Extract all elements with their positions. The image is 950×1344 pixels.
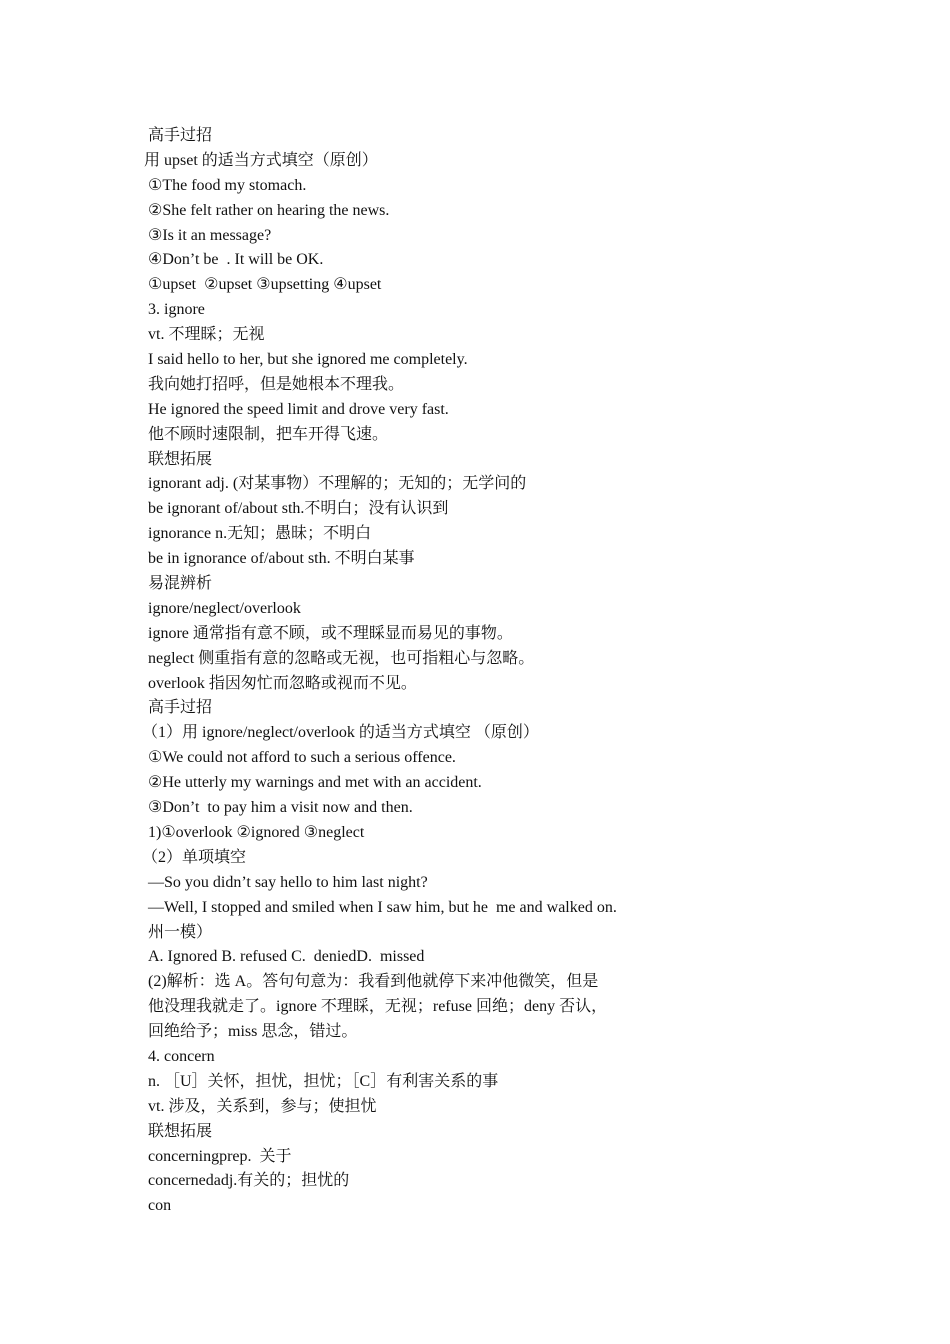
example-translation: 他不顾时速限制，把车开得飞速。 xyxy=(148,425,389,443)
truncated-line: con xyxy=(148,1197,172,1215)
example-sentence: I said hello to her, but she ignored me completely. xyxy=(148,351,468,369)
definition-line: n. ［U］关怀，担忧，担忧；［C］有利害关系的事 xyxy=(148,1072,499,1090)
example-sentence: He ignored the speed limit and drove very fast. xyxy=(148,400,449,418)
exercise-item: ②She felt rather on hearing the news. xyxy=(148,201,390,219)
vocabulary-line: concerningprep. 关于 xyxy=(148,1147,292,1165)
comparison-title: ignore/neglect/overlook xyxy=(148,599,301,617)
explanation-line: (2)解析：选 A。答句句意为：我看到他就停下来冲他微笑，但是 xyxy=(148,973,599,991)
definition-line: vt. 不理睬；无视 xyxy=(148,326,265,344)
comparison-line: neglect 侧重指有意的忽略或无视，也可指粗心与忽略。 xyxy=(148,649,535,667)
document-body xyxy=(142,124,848,1219)
comparison-line: ignore 通常指有意不顾，或不理睬显而易见的事物。 xyxy=(148,624,513,642)
exercise-item: ②He utterly my warnings and met with an accident. xyxy=(148,774,482,792)
heading-gaoshou-guozhao-1: 高手过招 xyxy=(148,127,213,144)
vocabulary-line: be in ignorance of/about sth. 不明白某事 xyxy=(148,550,415,568)
source-note: 州一模） xyxy=(148,923,213,941)
example-translation: 我向她打招呼，但是她根本不理我。 xyxy=(148,375,405,393)
exercise-item: ③Is it an message? xyxy=(148,226,272,244)
heading-yihun-bianxi: 易混辨析 xyxy=(148,575,213,593)
answer-key-ignore: 1)①overlook ②ignored ③neglect xyxy=(148,823,365,841)
heading-gaoshou-guozhao-2: 高手过招 xyxy=(148,699,213,717)
dialogue-line: —Well, I stopped and smiled when I saw him, but he me and walked on. xyxy=(148,898,617,916)
section-title-ignore: 3. ignore xyxy=(148,301,205,319)
exercise-instruction-ignore: （1）用 ignore/neglect/overlook 的适当方式填空 （原创） xyxy=(142,724,539,742)
exercise-item: ①We could not afford to such a serious offence. xyxy=(148,749,456,767)
section-title-concern: 4. concern xyxy=(148,1047,215,1065)
vocabulary-line: ignorance n.无知；愚昧；不明白 xyxy=(148,525,372,543)
vocabulary-line: concernedadj.有关的；担忧的 xyxy=(148,1172,350,1190)
answer-options: A. Ignored B. refused C. deniedD. missed xyxy=(148,948,425,966)
vocabulary-line: ignorant adj. (对某事物）不理解的；无知的；无学问的 xyxy=(148,475,527,493)
exercise-item: ④Don’t be . It will be OK. xyxy=(148,251,324,269)
dialogue-line: —So you didn’t say hello to him last night? xyxy=(148,873,428,891)
definition-line: vt. 涉及，关系到，参与；使担忧 xyxy=(148,1097,377,1115)
heading-lianxiang-tuozhan-2: 联想拓展 xyxy=(148,1122,213,1140)
vocabulary-line: be ignorant of/about sth.不明白；没有认识到 xyxy=(148,500,449,518)
exercise-item: ③Don’t to pay him a visit now and then. xyxy=(148,799,413,817)
explanation-line: 他没理我就走了。ignore 不理睬，无视；refuse 回绝；deny 否认， xyxy=(148,998,608,1016)
exercise-instruction-upset: 用 upset 的适当方式填空（原创） xyxy=(144,151,378,169)
explanation-line: 回绝给予；miss 思念，错过。 xyxy=(148,1023,358,1041)
comparison-line: overlook 指因匆忙而忽略或视而不见。 xyxy=(148,674,417,692)
heading-lianxiang-tuozhan-1: 联想拓展 xyxy=(148,450,213,468)
exercise-instruction-single-choice: （2）单项填空 xyxy=(142,848,247,866)
answer-key-upset: ①upset ②upset ③upsetting ④upset xyxy=(148,276,382,294)
exercise-item: ①The food my stomach. xyxy=(148,176,307,194)
